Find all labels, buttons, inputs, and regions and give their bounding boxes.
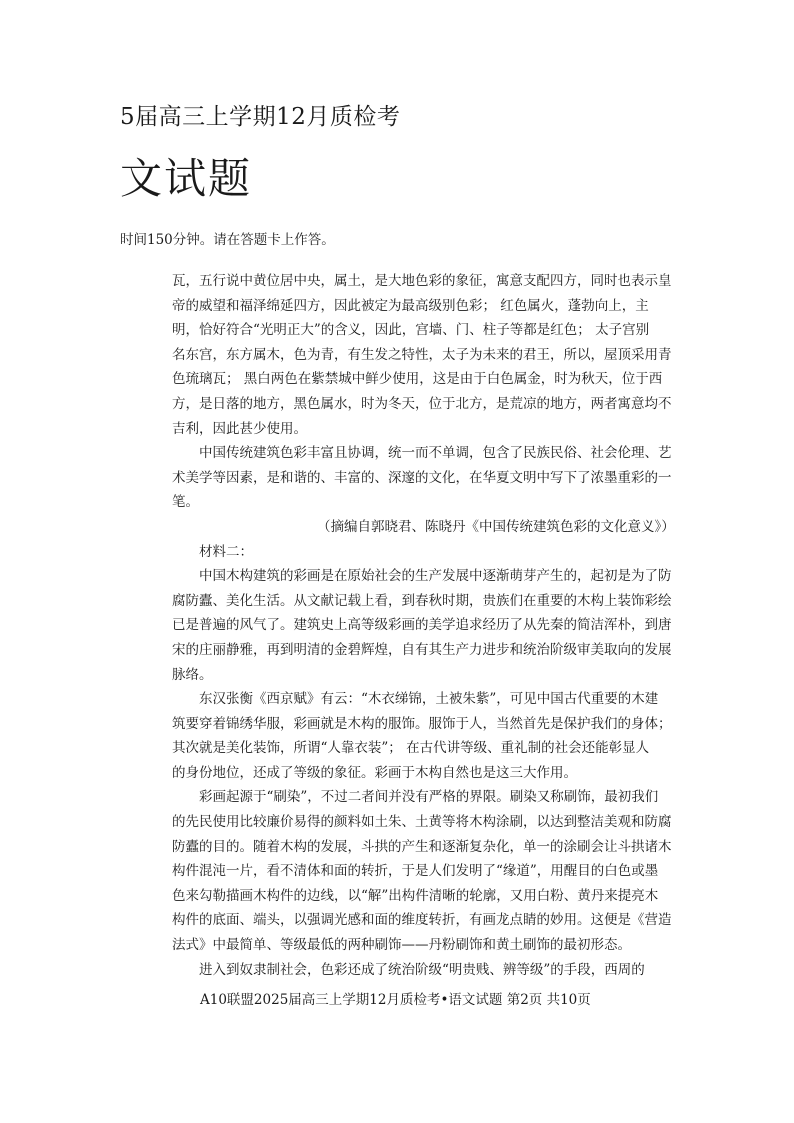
- passage-line: 方，是日落的地方，黑色属水，时为冬天，位于北方，是荒凉的地方，两者寓意均不: [172, 395, 672, 412]
- passage-line: 构件混沌一片，看不清体和面的转折，于是人们发明了“缘道”，用醒目的白色或墨: [172, 863, 659, 880]
- passage-line: 的先民使用比较廉价易得的颜料如土朱、土黄等将木构涂刷，以达到整洁美观和防腐: [172, 814, 672, 831]
- passage-line: 笔。: [172, 494, 199, 511]
- passage-line: 防蠹的目的。随着木构的发展，斗拱的产生和逐渐复杂化，单一的涂刷会让斗拱诸木: [172, 838, 672, 855]
- passage-source-citation: （摘编自郭晓君、陈晓丹《中国传统建筑色彩的文化意义》）: [317, 518, 675, 535]
- passage-line: 宋的庄丽静雅，再到明清的金碧辉煌，自有其生产力进步和统治阶级审美取向的发展: [172, 641, 672, 658]
- passage-line: 已是普遍的风气了。建筑史上高等级彩画的美学追求经历了从先秦的简洁浑朴，到唐: [172, 617, 672, 634]
- passage-line: 其次就是美化装饰，所谓“人靠衣装”； 在古代讲等级、重礼制的社会还能彰显人: [172, 740, 650, 757]
- passage-line: 中国木构建筑的彩画是在原始社会的生产发展中逐渐萌芽产生的，起初是为了防: [199, 568, 672, 585]
- passage-line: 腐防蠹、美化生活。从文献记载上看，到春秋时期，贵族们在重要的木构上装饰彩绘: [172, 592, 672, 609]
- exam-instructions: 时间150分钟。请在答题卡上作答。: [120, 232, 335, 248]
- passage-line: 名东宫，东方属木，色为青，有生发之特性，太子为未来的君王，所以，屋顶采用青: [172, 346, 672, 363]
- passage-line: 术美学等因素，是和谐的、丰富的、深邃的文化，在华夏文明中写下了浓墨重彩的一: [172, 469, 672, 486]
- passage-line: 东汉张衡《西京赋》有云：“木衣绨锦，土被朱紫”，可见中国古代重要的木建: [199, 691, 659, 708]
- page-footer: A10联盟2025届高三上学期12月质检考•语文试题 第2页 共10页: [200, 992, 591, 1008]
- passage-line: 法式》中最简单、等级最低的两种刷饰——丹粉刷饰和黄土刷饰的最初形态。: [172, 937, 631, 954]
- passage-line: 吉利，因此甚少使用。: [172, 420, 307, 437]
- subject-title: 文试题: [120, 154, 253, 203]
- material-heading: 材料二：: [199, 543, 253, 560]
- passage-line: 帝的威望和福泽绵延四方，因此被定为最高级别色彩； 红色属火，蓬勃向上，主: [172, 297, 649, 314]
- exam-title: 5届高三上学期12月质检考: [120, 104, 401, 130]
- passage-line: 瓦，五行说中黄位居中央，属土，是大地色彩的象征，寓意支配四方，同时也表示皇: [172, 273, 672, 289]
- passage-line: 明，恰好符合“光明正大”的含义，因此，宫墙、门、柱子等都是红色； 太子宫别: [172, 322, 650, 339]
- reading-passage: [172, 269, 675, 982]
- passage-line: 脉络。: [172, 666, 213, 683]
- passage-line: 筑要穿着锦绣华服，彩画就是木构的服饰。服饰于人，当然首先是保护我们的身体；: [172, 715, 672, 732]
- passage-line: 的身份地位，还成了等级的象征。彩画于木构自然也是这三大作用。: [172, 764, 577, 781]
- passage-line: 色来勾勒描画木构件的边线，以“解”出构件清晰的轮廓，又用白粉、黄丹来提亮木: [172, 887, 659, 904]
- passage-line: 彩画起源于“刷染”，不过二者间并没有严格的界限。刷染又称刷饰，最初我们: [199, 789, 659, 806]
- passage-line: 色琉璃瓦； 黑白两色在紫禁城中鲜少使用，这是由于白色属金，时为秋天，位于西: [172, 371, 663, 388]
- passage-line: 构件的底面、端头，以强调光感和面的维度转折，有画龙点睛的妙用。这便是《营造: [172, 912, 672, 929]
- passage-line: 进入到奴隶制社会，色彩还成了统治阶级“明贵贱、辨等级”的手段，西周的: [199, 961, 645, 978]
- passage-line: 中国传统建筑色彩丰富且协调，统一而不单调，包含了民族民俗、社会伦理、艺: [199, 445, 672, 462]
